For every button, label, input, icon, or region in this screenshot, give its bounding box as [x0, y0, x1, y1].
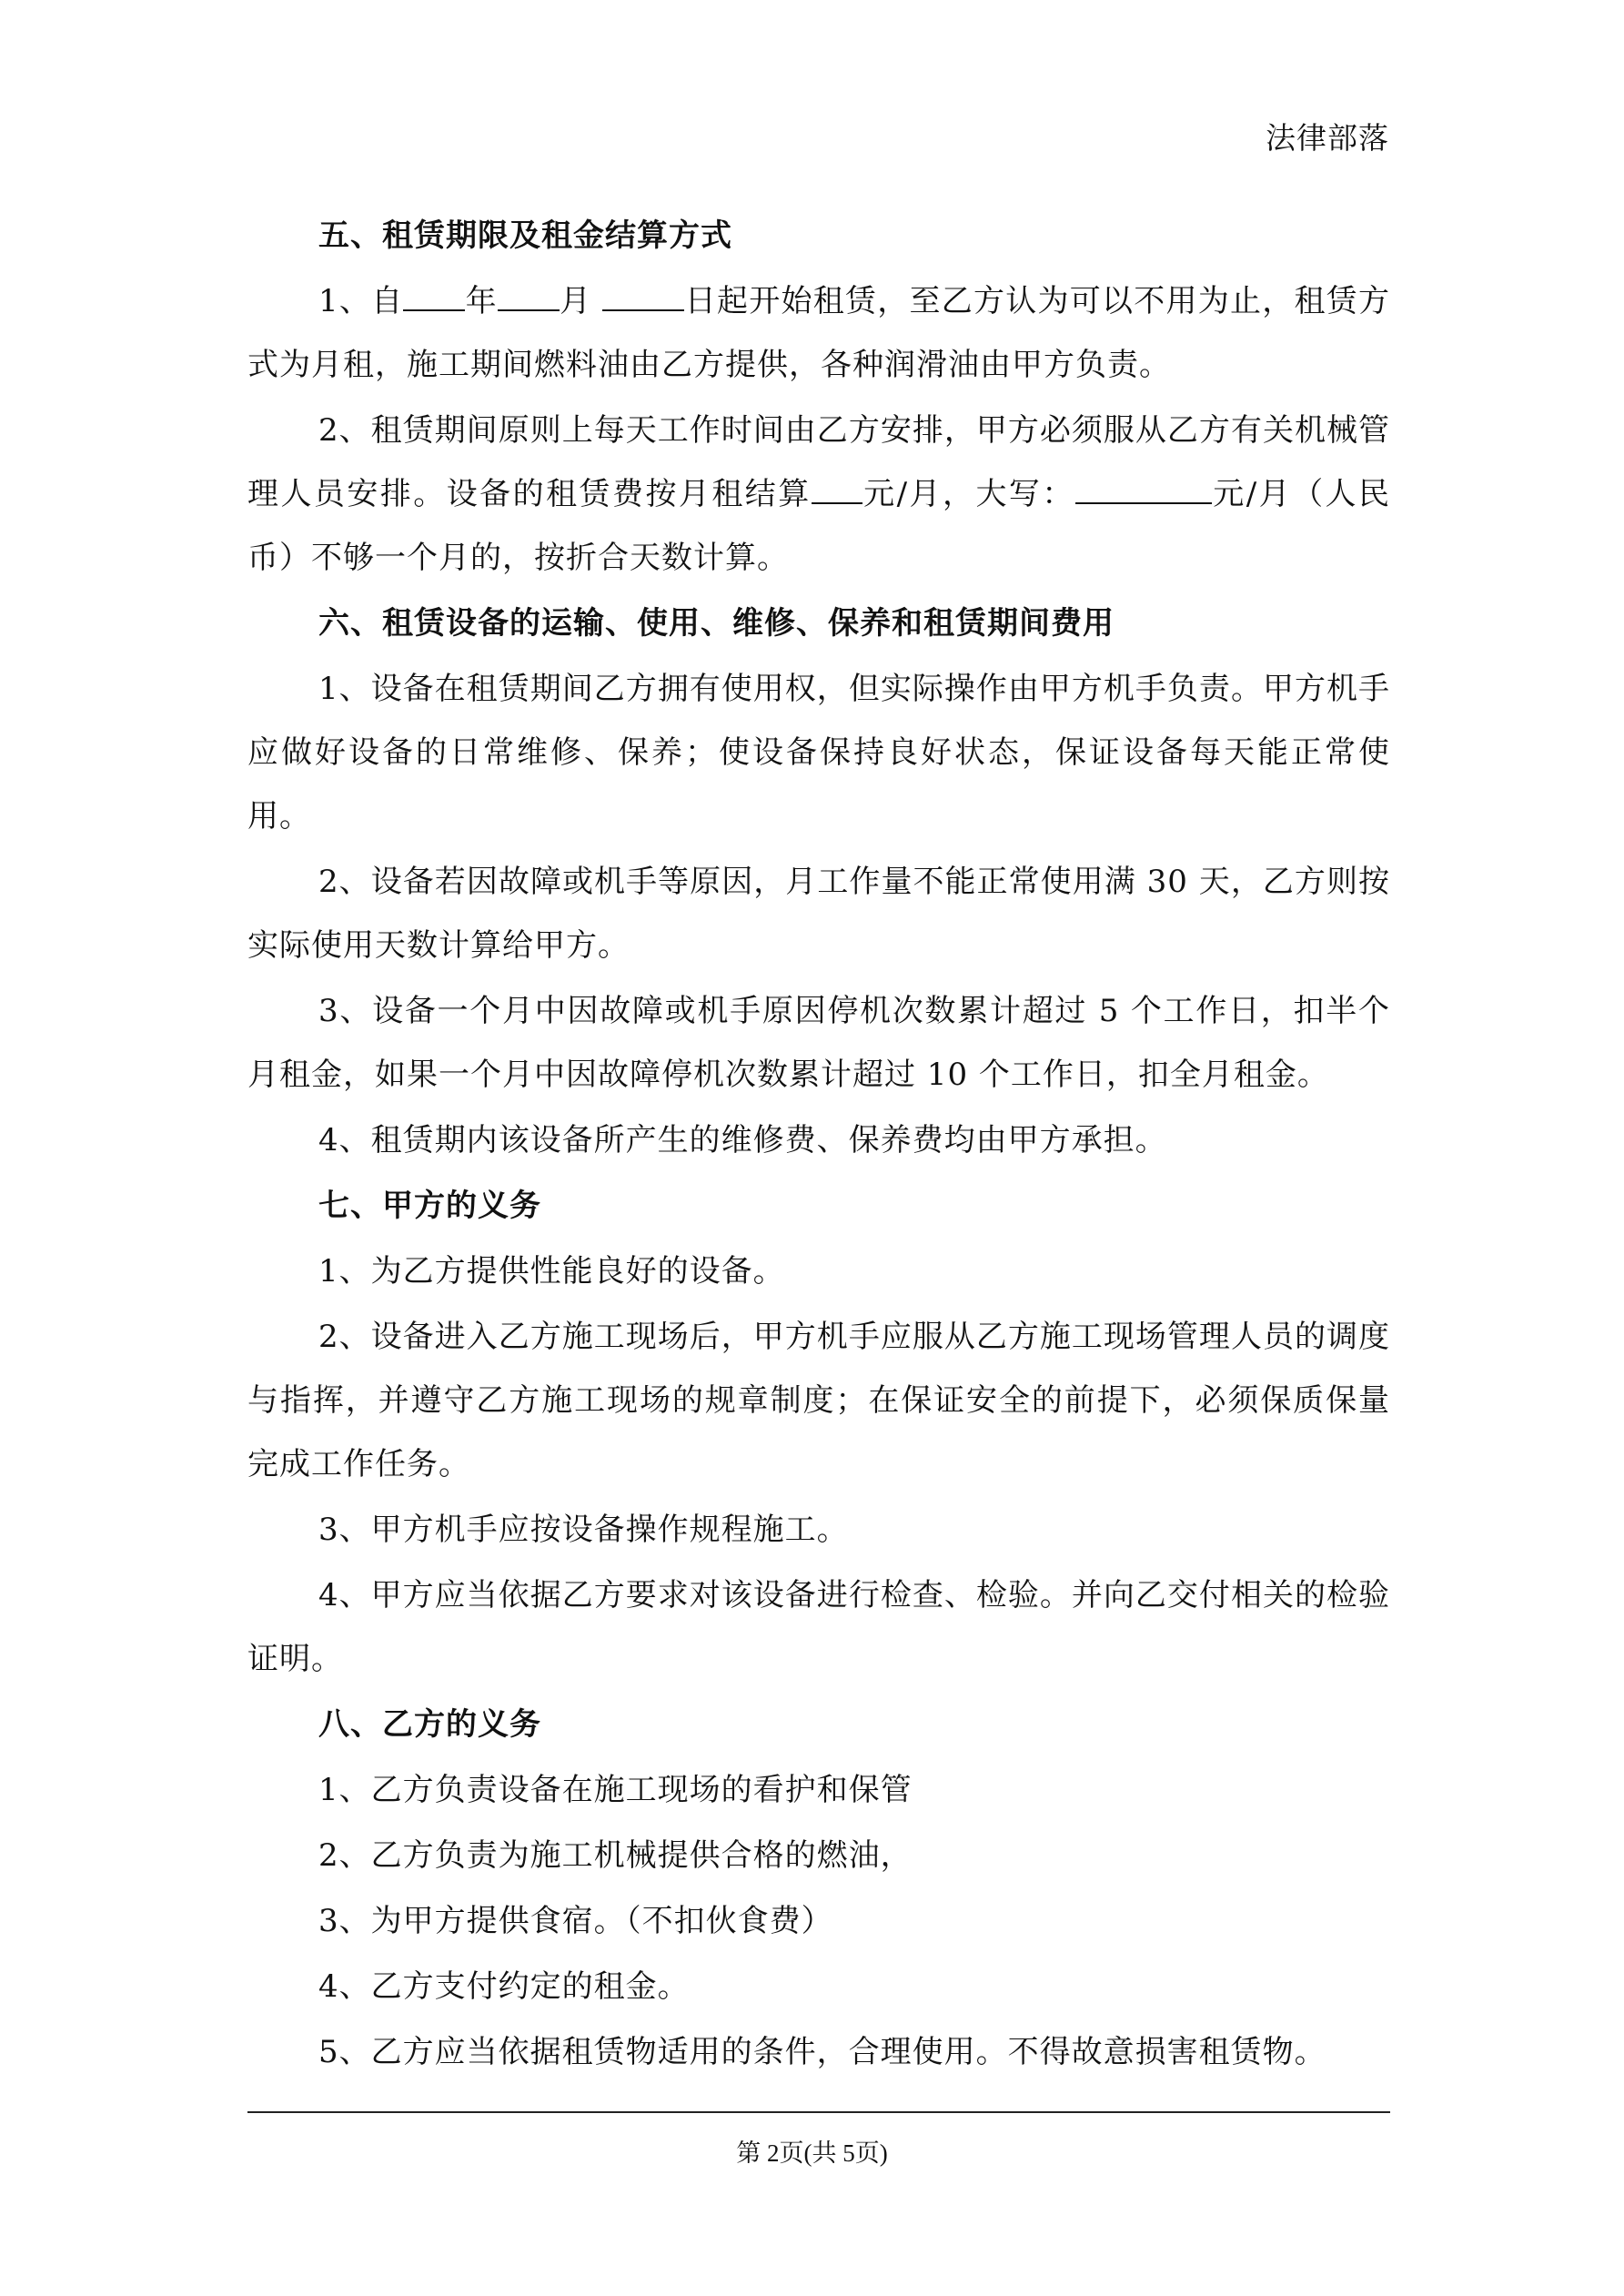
page-number: 第 2页(共 5页) [736, 2139, 888, 2167]
section-8-item: 4、乙方支付约定的租金。 [318, 1968, 690, 2005]
section-7-item: 4、甲方应当依据乙方要求对该设备进行检查、检验。并向乙交付相关的检验证明。 [247, 1577, 1390, 1677]
section-5-title: 五、租赁期限及租金结算方式 [318, 217, 732, 254]
document-body [247, 204, 1390, 2086]
blank-rent-amount [812, 477, 862, 504]
section-7-title: 七、甲方的义务 [318, 1188, 541, 1224]
section-8-title: 八、乙方的义务 [318, 1706, 541, 1743]
blank-year [403, 284, 465, 311]
section-8-item: 1、乙方负责设备在施工现场的看护和保管 [318, 1772, 913, 1808]
text: 月 [559, 283, 603, 319]
section-8-item: 2、乙方负责为施工机械提供合格的燃油， [318, 1837, 913, 1874]
section-6-item: 1、设备在租赁期间乙方拥有使用权，但实际操作由甲方机手负责。甲方机手应做好设备的日常维修、保养；使设备保持良好状态，保证设备每天能正常使用。 [247, 671, 1390, 834]
section-5-item-1 [247, 269, 1390, 397]
text: 1、自 [318, 283, 404, 319]
section-7-item: 1、为乙方提供性能良好的设备。 [318, 1253, 785, 1290]
section-6-item: 4、租赁期内该设备所产生的维修费、保养费均由甲方承担。 [318, 1122, 1167, 1158]
section-7-item: 3、甲方机手应按设备操作规程施工。 [318, 1512, 849, 1548]
section-5-item-2 [247, 399, 1390, 590]
section-7-item: 2、设备进入乙方施工现场后，甲方机手应服从乙方施工现场管理人员的调度与指挥，并遵守乙方施工现场的规章制度；在保证安全的前提下，必须保质保量完成工作任务。 [247, 1319, 1390, 1482]
section-6-title: 六、租赁设备的运输、使用、维修、保养和租赁期间费用 [318, 605, 1115, 642]
blank-month [498, 284, 560, 311]
blank-rent-words [1075, 477, 1212, 504]
section-6-item: 2、设备若因故障或机手等原因，月工作量不能正常使用满 30 天，乙方则按实际使用天数计算给甲方。 [247, 864, 1390, 964]
blank-day [602, 284, 684, 311]
text: 日起开始租赁，至乙方认为可以不用为止，租赁方式为月租，施工期间燃料油由乙方提供，各种润滑油由甲方负责。 [247, 283, 1391, 383]
footer-divider [247, 2111, 1390, 2113]
text: 元/月，大写： [862, 476, 1075, 512]
text: 元/月（人民币）不够一个月的，按折合天数计算。 [247, 476, 1390, 576]
text: 2、租赁期间原则上每天工作时间由乙方安排，甲方必须服从乙方有关机械管理人员安排。设备的租赁费按月租结算 [247, 412, 1390, 512]
section-6-item: 3、设备一个月中因故障或机手原因停机次数累计超过 5 个工作日，扣半个月租金，如果一个月中因故障停机次数累计超过 10 个工作日，扣全月租金。 [247, 993, 1390, 1093]
section-8-item: 5、乙方应当依据租赁物适用的条件，合理使用。不得故意损害租赁物。 [318, 2034, 1326, 2070]
header-brand: 法律部落 [1266, 120, 1389, 156]
section-8-item: 3、为甲方提供食宿。（不扣伙食费） [318, 1903, 833, 1939]
text: 年 [465, 283, 498, 319]
